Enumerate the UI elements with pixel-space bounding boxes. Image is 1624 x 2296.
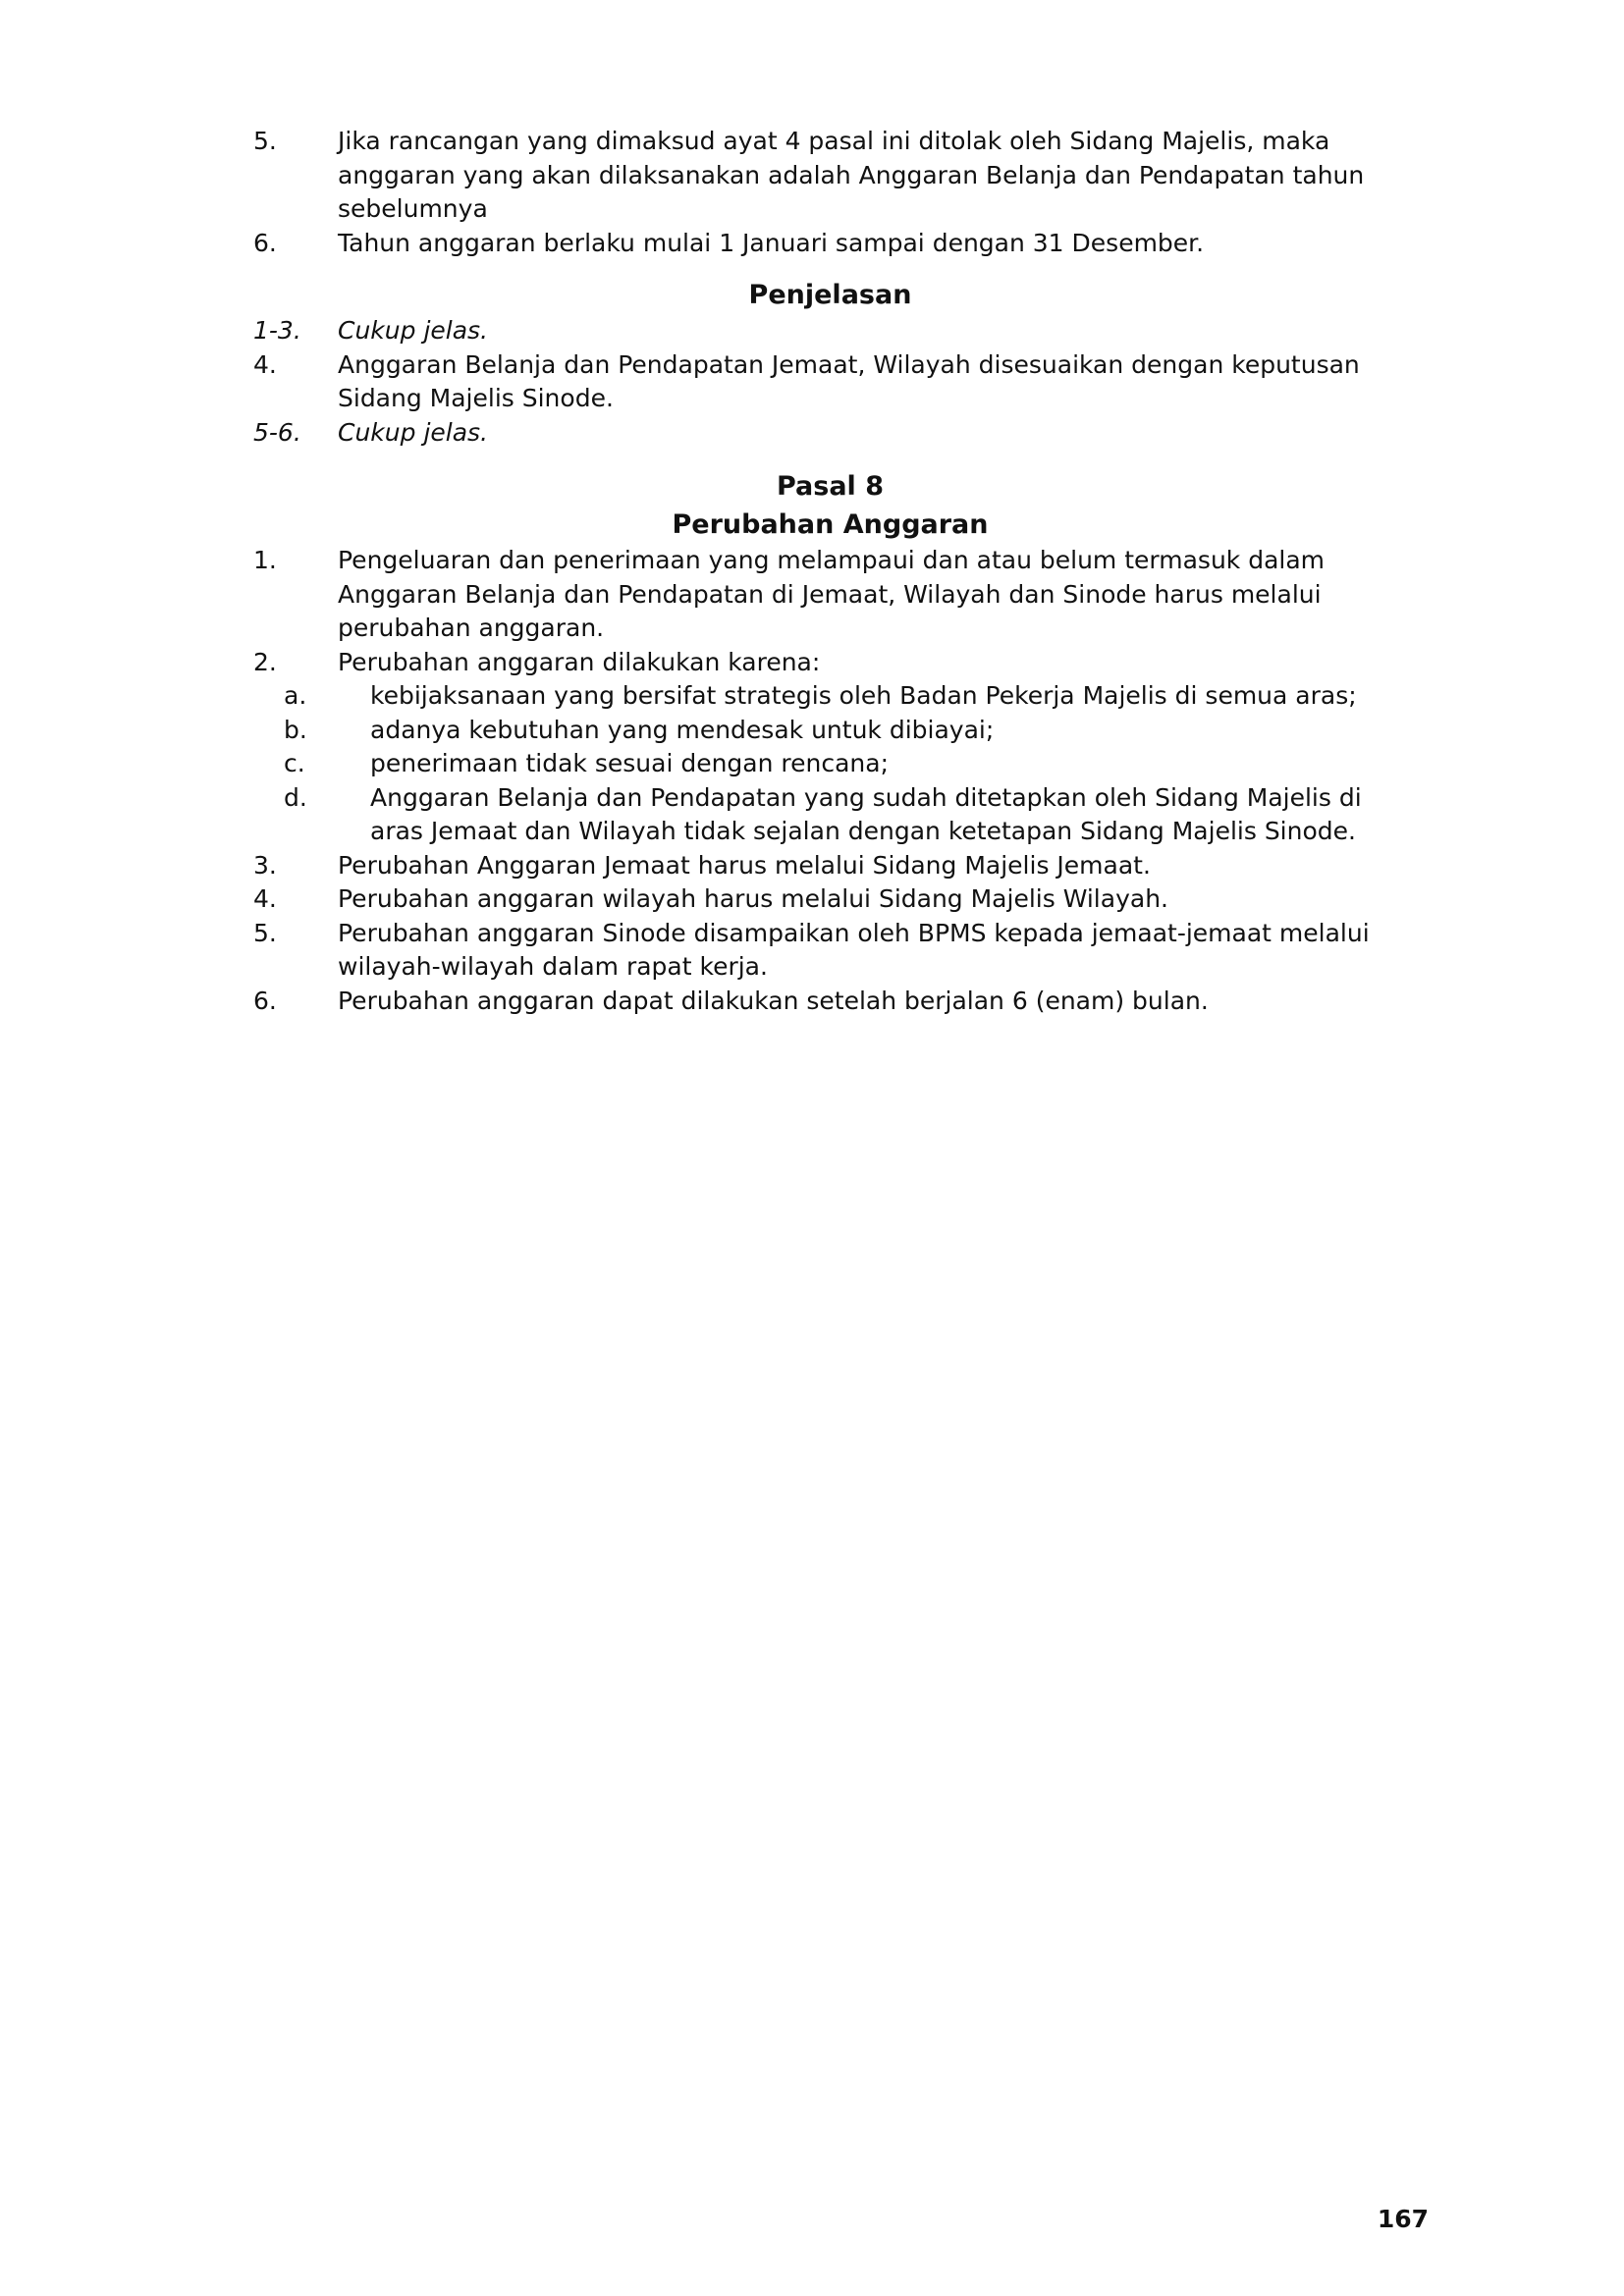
list-item bbox=[253, 849, 1407, 883]
sub-list-item bbox=[253, 714, 1407, 748]
list-item bbox=[253, 646, 1407, 680]
sub-item-letter: c. bbox=[284, 749, 305, 777]
sub-list-item bbox=[253, 747, 1407, 781]
item-number: 5. bbox=[253, 127, 277, 155]
list-item bbox=[253, 348, 1407, 416]
sub-item-letter: a. bbox=[284, 681, 307, 710]
sub-item-text: kebijaksanaan yang bersifat strategis oleh Badan Pekerja Majelis di semua aras; bbox=[370, 681, 1357, 710]
list-item bbox=[253, 416, 1407, 451]
list-item bbox=[253, 227, 1407, 261]
item-number: 4. bbox=[253, 349, 277, 379]
pasal-number-heading: Pasal 8 bbox=[776, 471, 884, 502]
item-text: Tahun anggaran berlaku mulai 1 Januari sampai dengan 31 Desember. bbox=[338, 228, 1205, 257]
pasal-title-heading: Perubahan Anggaran bbox=[672, 509, 989, 540]
page-number: 167 bbox=[1377, 2205, 1429, 2233]
item-text: Pengeluaran dan penerimaan yang melampaui dan atau belum termasuk dalam Anggaran Belanja dan Pendapatan di Jemaat, Wilayah dan Sinode harus melalui perubahan anggaran. bbox=[338, 546, 1326, 642]
item-number: 3. bbox=[253, 850, 277, 880]
item-text: Perubahan anggaran Sinode disampaikan oleh BPMS kepada jemaat-jemaat melalui wilayah-wilayah dalam rapat kerja. bbox=[338, 918, 1370, 981]
sub-list-item bbox=[253, 781, 1407, 849]
sub-item-text: adanya kebutuhan yang mendesak untuk dibiayai; bbox=[370, 715, 995, 744]
sub-item-letter: d. bbox=[284, 782, 307, 812]
item-number: 6. bbox=[253, 986, 277, 1015]
list-item bbox=[253, 544, 1407, 646]
item-text: Perubahan Anggaran Jemaat harus melalui Sidang Majelis Jemaat. bbox=[338, 850, 1151, 880]
list-item bbox=[253, 917, 1407, 985]
item-text: Cukup jelas. bbox=[338, 316, 489, 345]
item-number: 5-6. bbox=[253, 417, 301, 447]
item-number: 4. bbox=[253, 884, 277, 913]
sub-list-item bbox=[253, 679, 1407, 714]
item-number: 1. bbox=[253, 546, 277, 574]
sub-item-text: Anggaran Belanja dan Pendapatan yang sudah ditetapkan oleh Sidang Majelis di aras Jemaat dan Wilayah tidak sejalan dengan ketetapan Sidang Majelis Sinode. bbox=[370, 782, 1362, 845]
document-body bbox=[253, 125, 1407, 1018]
item-text: Jika rancangan yang dimaksud ayat 4 pasal ini ditolak oleh Sidang Majelis, maka anggaran yang akan dilaksanakan adalah Anggaran Belanja dan Pendapatan tahun sebelumnya bbox=[338, 127, 1365, 223]
item-number: 2. bbox=[253, 647, 277, 676]
list-item bbox=[253, 882, 1407, 917]
item-number: 1-3. bbox=[253, 316, 301, 345]
item-text: Anggaran Belanja dan Pendapatan Jemaat, Wilayah disesuaikan dengan keputusan Sidang Majelis Sinode. bbox=[338, 349, 1360, 412]
sub-item-letter: b. bbox=[284, 715, 307, 744]
item-text: Perubahan anggaran dapat dilakukan setelah berjalan 6 (enam) bulan. bbox=[338, 986, 1209, 1015]
sub-item-text: penerimaan tidak sesuai dengan rencana; bbox=[370, 749, 890, 777]
list-item bbox=[253, 125, 1407, 227]
item-number: 6. bbox=[253, 228, 277, 257]
item-text: Perubahan anggaran dilakukan karena: bbox=[338, 647, 821, 676]
item-text: Cukup jelas. bbox=[338, 417, 489, 447]
list-item bbox=[253, 985, 1407, 1019]
item-text: Perubahan anggaran wilayah harus melalui Sidang Majelis Wilayah. bbox=[338, 884, 1168, 913]
list-item bbox=[253, 314, 1407, 348]
item-number: 5. bbox=[253, 918, 277, 947]
section-heading-penjelasan: Penjelasan bbox=[748, 280, 912, 310]
